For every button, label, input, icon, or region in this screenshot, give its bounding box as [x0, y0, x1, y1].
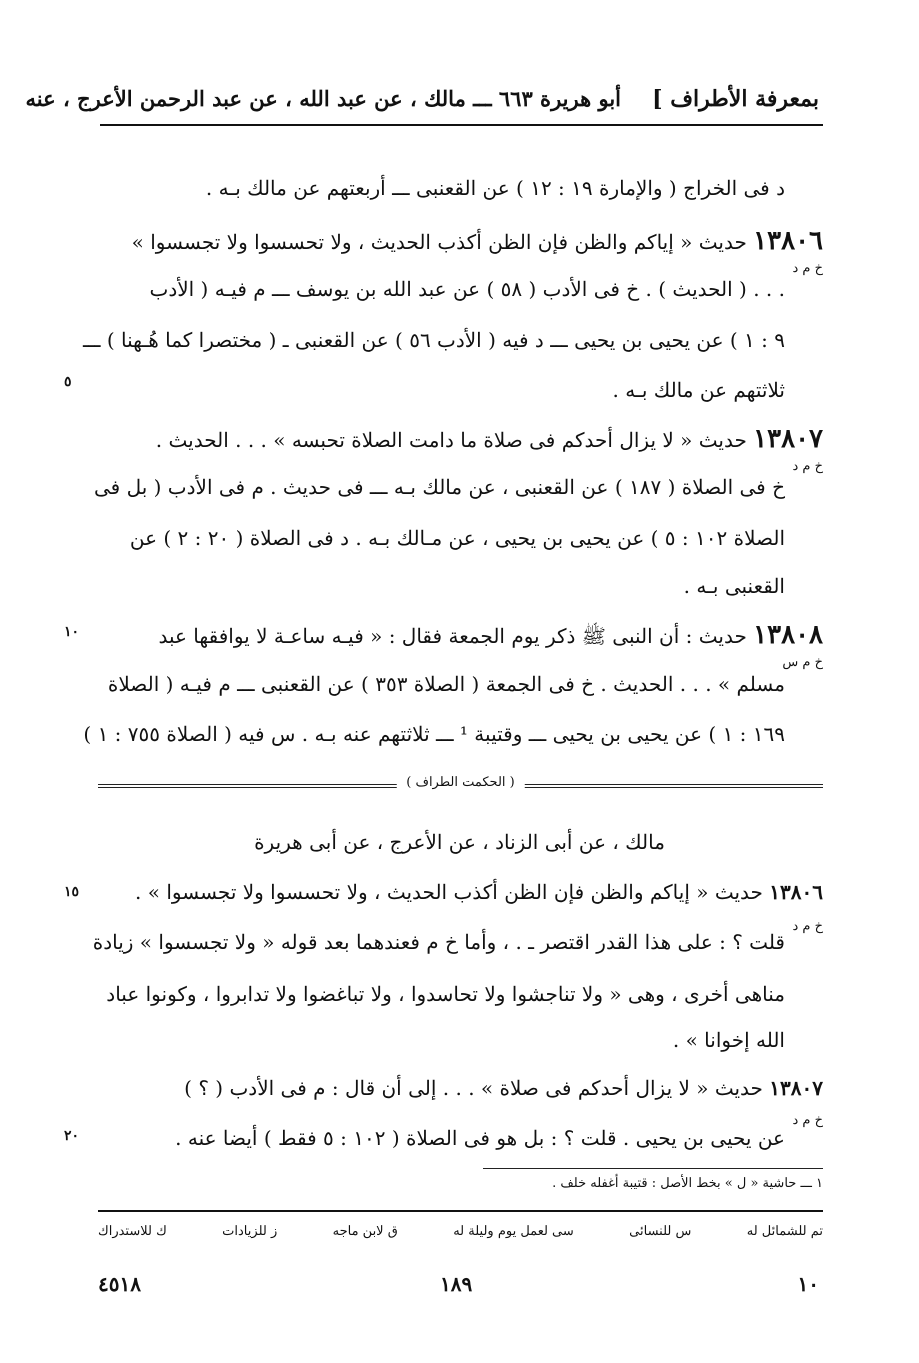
text-line: الله إخوانا » .	[672, 1028, 785, 1052]
text-line: القعنبى بـه .	[683, 574, 785, 598]
sigla: خ م د	[792, 1113, 823, 1128]
section-title: مالك ، عن أبى الزناد ، عن الأعرج ، عن أبى هريرة	[254, 830, 665, 854]
hadith-entry-13806: ١٣٨٠٦ حديث « إياكم والظن فإن الظن أكذب الحديث ، ولا تحسسوا ولا تجسسوا »	[131, 226, 823, 256]
hadith-number: ١٣٨٠٧	[769, 1076, 823, 1100]
line-number: ٥	[64, 374, 72, 390]
text-line: ١٦٩ : ١ ) عن يحيى بن يحيى ـــ وقتيبة ¹ ـــ ثلاثتهم عنه بـه . س فيه ( الصلاة ٧٥٥ : ١ )	[83, 722, 785, 746]
hadith-entry-13808: ١٣٨٠٨ حديث : أن النبى ﷺ ذكر يوم الجمعة فقال : « فيـه ساعـة لا يوافقها عبد	[158, 620, 823, 650]
header-rule	[100, 124, 823, 126]
line-number: ١٥	[64, 884, 80, 900]
text-line: مناهى أخرى ، وهى « ولا تناجشوا ولا تحاسدوا ، ولا تباغضوا ولا تدابروا ، وكونوا عباد	[106, 982, 785, 1006]
running-header-chain: أبو هريرة ٦٦٣ ـــ مالك ، عن عبد الله ، عن عبد الرحمن الأعرج ، عنه	[25, 86, 621, 111]
abbreviation-item: س للنسائى	[629, 1224, 692, 1239]
divider-ornament: ( الحكمت الطراف )	[396, 775, 524, 790]
abbreviation-item: سى لعمل يوم وليلة له	[453, 1224, 574, 1239]
text-line: خ فى الصلاة ( ١٨٧ ) عن القعنبى ، عن مالك بـه ـــ فى حديث . م فى الأدب ( بل فى	[93, 475, 785, 499]
page-number: ١٨٩	[440, 1272, 473, 1296]
sigla: خ م د	[792, 919, 823, 934]
abbreviation-key	[98, 1224, 823, 1239]
sigla: خ م د	[792, 459, 823, 474]
abbreviation-item: ز للزيادات	[222, 1224, 278, 1239]
text-line: الصلاة ١٠٢ : ٥ ) عن يحيى بن يحيى ، عن مـالك بـه . د فى الصلاة ( ٢٠ : ٢ ) عن	[129, 526, 785, 550]
footer-rule	[98, 1210, 823, 1212]
section-divider	[98, 775, 823, 799]
line-number: ١٠	[64, 624, 80, 640]
hadith-entry-13807-b: ١٣٨٠٧ حديث « لا يزال أحدكم فى صلاة » . . . إلى أن قال : م فى الأدب ( ؟ )	[184, 1076, 823, 1100]
abbreviation-item: تم للشمائل له	[746, 1224, 823, 1239]
abbreviation-item: ك للاستدراك	[98, 1224, 167, 1239]
text-line: قلت ؟ : على هذا القدر اقتصر ـ . ، وأما خ م فعندهما بعد قوله « ولا تجسسوا » زيادة	[92, 930, 785, 954]
hadith-number: ١٣٨٠٦	[753, 226, 823, 256]
text-line: ٩ : ١ ) عن يحيى بن يحيى ـــ د فيه ( الأدب ٥٦ ) عن القعنبى ـ ( مختصرا كما هُـهنا ) ـــ	[82, 328, 785, 352]
text-line: د فى الخراج ( والإمارة ١٩ : ١٢ ) عن القعنبى ـــ أربعتهم عن مالك بـه .	[205, 176, 785, 200]
sequence-number: ٤٥١٨	[98, 1272, 141, 1296]
text-line: عن يحيى بن يحيى . قلت ؟ : بل هو فى الصلاة ( ١٠٢ : ٥ فقط ) أيضا عنه .	[175, 1126, 785, 1150]
abbreviation-item: ق لابن ماجه	[332, 1224, 398, 1239]
footnote-rule	[483, 1168, 823, 1169]
text-line: مسلم » . . . الحديث . خ فى الجمعة ( الصلاة ٣٥٣ ) عن القعنبى ـــ م فيـه ( الصلاة	[107, 672, 785, 696]
hadith-number: ١٣٨٠٧	[753, 424, 823, 454]
hadith-number: ١٣٨٠٨	[753, 620, 823, 650]
hadith-entry-13807: ١٣٨٠٧ حديث « لا يزال أحدكم فى صلاة ما دامت الصلاة تحبسه » . . . الحديث .	[155, 424, 823, 454]
hadith-number: ١٣٨٠٦	[769, 880, 823, 904]
text-line: . . . ( الحديث ) . خ فى الأدب ( ٥٨ ) عن عبد الله بن يوسف ـــ م فيـه ( الأدب	[149, 277, 785, 301]
volume-number: ١٠	[797, 1272, 819, 1296]
hadith-entry-13806-b: ١٣٨٠٦ حديث « إياكم والظن فإن الظن أكذب الحديث ، ولا تحسسوا ولا تجسسوا » .	[135, 880, 823, 904]
footnote: ١ ـــ حاشية « ل » بخط الأصل : قتيبة أغفله خلف .	[552, 1176, 823, 1191]
line-number: ٢٠	[64, 1128, 80, 1144]
sigla: خ م س	[782, 655, 823, 670]
sigla: خ م د	[792, 261, 823, 276]
running-header-title: بمعرفة الأطراف ]	[652, 86, 819, 112]
text-line: ثلاثتهم عن مالك بـه .	[612, 378, 785, 402]
